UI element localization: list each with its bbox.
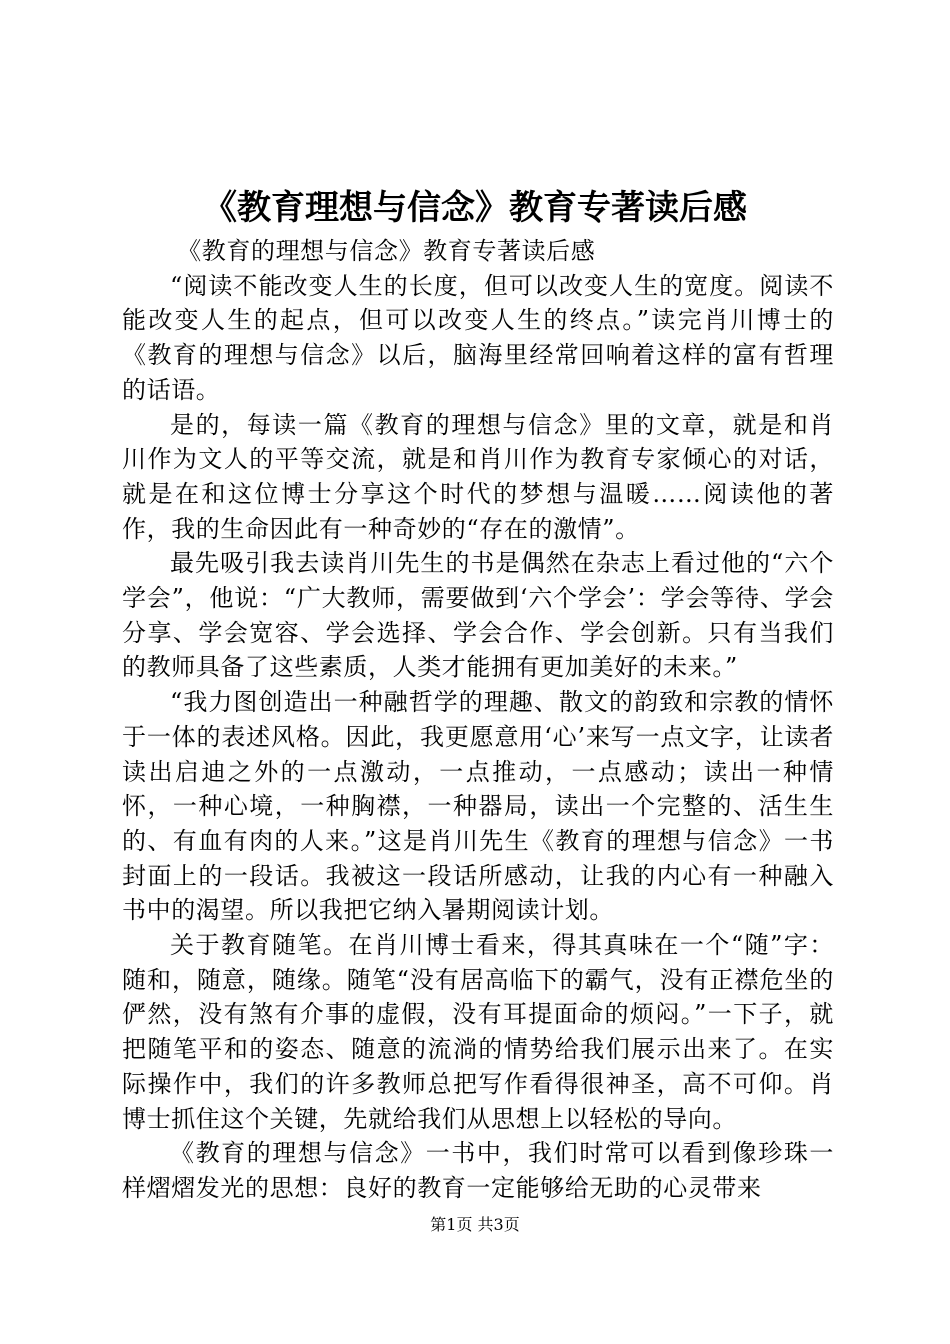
subtitle-paragraph: 《教育的理想与信念》教育专著读后感: [177, 237, 596, 265]
paragraph: 《教育的理想与信念》一书中，我们时常可以看到像珍珠一样熠熠发光的思想：良好的教育一定能够给无助的心灵带来: [122, 1139, 834, 1202]
paragraph: “我力图创造出一种融哲学的理趣、散文的韵致和宗教的情怀于一体的表述风格。因此，我更愿意用‘心’来写一点文字，让读者读出启迪之外的一点激动，一点推动，一点感动；读出一种情怀，一种心境，一种胸襟，一种器局，读出一个完整的、活生生的、有血有肉的人来。”这是肖川先生《教育的理想与信念》一书封面上的一段话。我被这一段话所感动，让我的内心有一种融入书中的渴望。所以我把它纳入暑期阅读计划。: [122, 688, 834, 925]
paragraph: 最先吸引我去读肖川先生的书是偶然在杂志上看过他的“六个学会”，他说：“广大教师，需要做到‘六个学会’：学会等待、学会分享、学会宽容、学会选择、学会合作、学会创新。只有当我们的教师具备了这些素质，人类才能拥有更加美好的未来。”: [122, 549, 834, 682]
paragraph: “阅读不能改变人生的长度，但可以改变人生的宽度。阅读不能改变人生的起点，但可以改变人生的终点。”读完肖川博士的《教育的理想与信念》以后，脑海里经常回响着这样的富有哲理的话语。: [122, 271, 834, 404]
page-title: 《教育理想与信念》教育专著读后感: [203, 188, 747, 228]
page-number-footer: 第1页 共3页: [430, 1215, 520, 1234]
paragraph: 关于教育随笔。在肖川博士看来，得其真味在一个“随”字：随和，随意，随缘。随笔“没有居高临下的霸气，没有正襟危坐的俨然，没有煞有介事的虚假，没有耳提面命的烦闷。”一下子，就把随笔平和的姿态、随意的流淌的情势给我们展示出来了。在实际操作中，我们的许多教师总把写作看得很神圣，高不可仰。肖博士抓住这个关键，先就给我们从思想上以轻松的导向。: [122, 931, 834, 1133]
paragraph: 是的，每读一篇《教育的理想与信念》里的文章，就是和肖川作为文人的平等交流，就是和肖川作为教育专家倾心的对话，就是在和这位博士分享这个时代的梦想与温暖……阅读他的著作，我的生命因此有一种奇妙的“存在的激情”。: [122, 410, 834, 543]
document-body: [122, 234, 834, 1206]
